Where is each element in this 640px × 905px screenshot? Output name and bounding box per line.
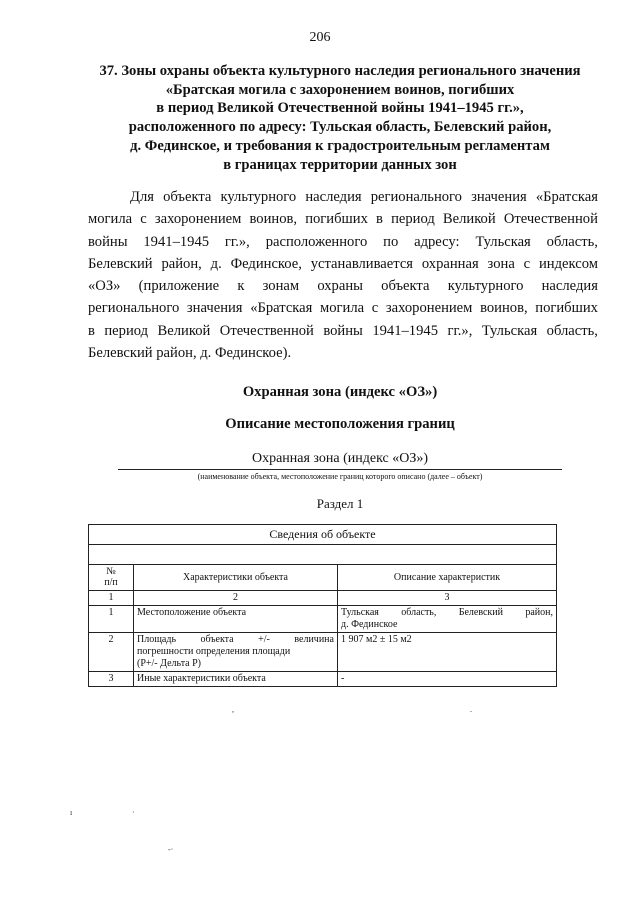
paragraph-line: [88, 342, 598, 364]
paragraph-word: воинов,: [480, 300, 528, 317]
paragraph-word: захоронением: [154, 211, 242, 228]
paragraph-word: с: [371, 300, 379, 317]
value-line: д. Фединское: [341, 619, 398, 630]
table-row: [89, 606, 557, 633]
paragraph-word: Великой: [442, 211, 496, 228]
char-word: величина: [294, 634, 334, 645]
paragraph-word: Тульская: [475, 233, 531, 250]
paragraph-word: погибших: [305, 211, 368, 228]
header-number: № п/п: [89, 565, 134, 591]
paragraph-word: войны: [88, 233, 128, 250]
zone-title: Охранная зона (индекс «ОЗ»): [242, 384, 438, 400]
paragraph-word: в: [88, 322, 95, 339]
paragraph-word: устанавливается: [310, 255, 414, 272]
paragraph-word: (приложение: [138, 278, 220, 295]
paragraph-word: к: [237, 278, 245, 295]
paragraph-word: расположенного: [265, 233, 368, 250]
paragraph-word: в: [376, 211, 383, 228]
zone-name: Охранная зона (индекс «ОЗ»): [251, 451, 429, 466]
char-line: погрешности определения площади: [137, 646, 291, 657]
zone-underline: [118, 469, 562, 470]
paragraph-word: «Братская: [250, 300, 313, 317]
paragraph-word: 1941–1945: [372, 322, 438, 339]
paragraph-word: Великой: [157, 322, 211, 339]
object-info-table: [88, 524, 557, 687]
paragraph-word: гг.»,: [224, 233, 250, 250]
paragraph-word: охранная: [421, 255, 479, 272]
paragraph-word: область,: [546, 233, 598, 250]
heading-line: расположенного по адресу: Тульская область, Белевский район,: [128, 119, 552, 136]
section-label: Раздел 1: [316, 496, 364, 511]
paragraph-word: погибших: [535, 300, 598, 317]
paragraph-word: гг.»,: [447, 322, 473, 339]
paragraph-word: Отечественной: [503, 211, 598, 228]
paragraph-word: период: [104, 322, 149, 339]
paragraph-line: [88, 231, 598, 253]
scan-speck: -·: [168, 845, 174, 854]
scan-speck: .: [470, 705, 472, 714]
value-word: Тульская: [341, 607, 379, 618]
index-cell: 3: [338, 591, 557, 606]
table-title: Сведения об объекте: [89, 525, 557, 545]
paragraph-word: район,: [161, 255, 202, 272]
char-line: (Р+/- Дельта Р): [137, 658, 202, 669]
paragraph-word: адресу:: [414, 233, 460, 250]
row-value: 1 907 м2 ± 15 м2: [338, 633, 557, 672]
paragraph-word: культурного: [447, 278, 524, 295]
paragraph-word: «Братская: [535, 189, 598, 205]
scan-speck: ·: [132, 808, 135, 817]
paragraph-word: наследия: [305, 189, 362, 205]
row-characteristic: [134, 633, 338, 672]
row-number: 3: [89, 672, 134, 687]
heading-line: в период Великой Отечественной войны 1941–1945 гг.»,: [156, 100, 524, 117]
paragraph-word: 1941–1945: [143, 233, 210, 250]
paragraph-word: с: [523, 255, 531, 272]
body-paragraph: [88, 186, 598, 364]
paragraph-word: объекта: [163, 189, 212, 205]
row-characteristic: Местоположение объекта: [134, 606, 338, 633]
paragraph-word: могила: [88, 211, 133, 228]
paragraph-word: наследия: [541, 278, 598, 295]
value-word: район,: [525, 607, 553, 618]
paragraph-line: [88, 275, 598, 297]
row-number: 2: [89, 633, 134, 672]
paragraph-word: охраны: [317, 278, 363, 295]
char-word: Площадь: [137, 634, 176, 645]
row-value: -: [338, 672, 557, 687]
header-characteristic: Характеристики объекта: [134, 565, 338, 591]
heading-line: «Братская могила с захоронением воинов, погибших: [165, 81, 515, 98]
paragraph-word: с: [140, 211, 147, 228]
paragraph-word: зона: [487, 255, 515, 272]
paragraph-word: Белевский: [88, 255, 153, 272]
value-word: область,: [401, 607, 437, 618]
table-row: [89, 633, 557, 672]
paragraph-word: зонам: [262, 278, 300, 295]
heading-line: д. Фединское, и требования к градостроительным регламентам: [130, 137, 550, 154]
paragraph-word: Белевский район, д. Фединское).: [88, 345, 292, 362]
row-value: [338, 606, 557, 633]
header-description: Описание характеристик: [338, 565, 557, 591]
paragraph-word: регионального: [88, 300, 180, 317]
paragraph-word: значения: [186, 300, 243, 317]
row-number: 1: [89, 606, 134, 633]
paragraph-word: Отечественной: [219, 322, 314, 339]
paragraph-word: захоронением: [385, 300, 473, 317]
char-word: +/-: [258, 634, 270, 645]
paragraph-word: войны: [323, 322, 363, 339]
paragraph-line: [88, 208, 598, 230]
boundary-title: Описание местоположения границ: [225, 416, 455, 432]
paragraph-word: воинов,: [249, 211, 298, 228]
paragraph-word: «ОЗ»: [88, 278, 121, 295]
paragraph-word: культурного: [220, 189, 297, 205]
paragraph-line: [88, 320, 598, 342]
scan-speck: ,: [232, 705, 234, 714]
page-number: 206: [309, 30, 331, 45]
paragraph-word: регионального: [370, 189, 462, 205]
paragraph-word: значения: [471, 189, 527, 205]
value-word: Белевский: [458, 607, 503, 618]
table-row: [89, 672, 557, 687]
document-heading: [80, 62, 600, 174]
paragraph-word: объекта: [381, 278, 430, 295]
heading-line: 37. Зоны охраны объекта культурного наследия регионального значения: [99, 63, 581, 79]
zone-caption: (наименование объекта, местоположение границ которого описано (далее – объект): [197, 472, 483, 481]
paragraph-word: д.: [210, 255, 222, 272]
paragraph-line: [88, 253, 598, 275]
paragraph-word: период: [391, 211, 435, 228]
paragraph-word: Для: [130, 189, 154, 205]
index-cell: 1: [89, 591, 134, 606]
scan-speck: ı: [70, 808, 73, 817]
paragraph-word: область,: [546, 322, 598, 339]
paragraph-line: [88, 297, 598, 319]
paragraph-word: Фединское,: [230, 255, 302, 272]
paragraph-word: по: [383, 233, 399, 250]
table-spacer-row: [89, 545, 557, 565]
char-word: объекта: [200, 634, 234, 645]
paragraph-word: могила: [320, 300, 365, 317]
row-characteristic: Иные характеристики объекта: [134, 672, 338, 687]
index-cell: 2: [134, 591, 338, 606]
paragraph-line: [88, 186, 598, 208]
paragraph-word: индексом: [538, 255, 598, 272]
paragraph-word: Тульская: [481, 322, 538, 339]
heading-line: в границах территории данных зон: [223, 156, 457, 173]
